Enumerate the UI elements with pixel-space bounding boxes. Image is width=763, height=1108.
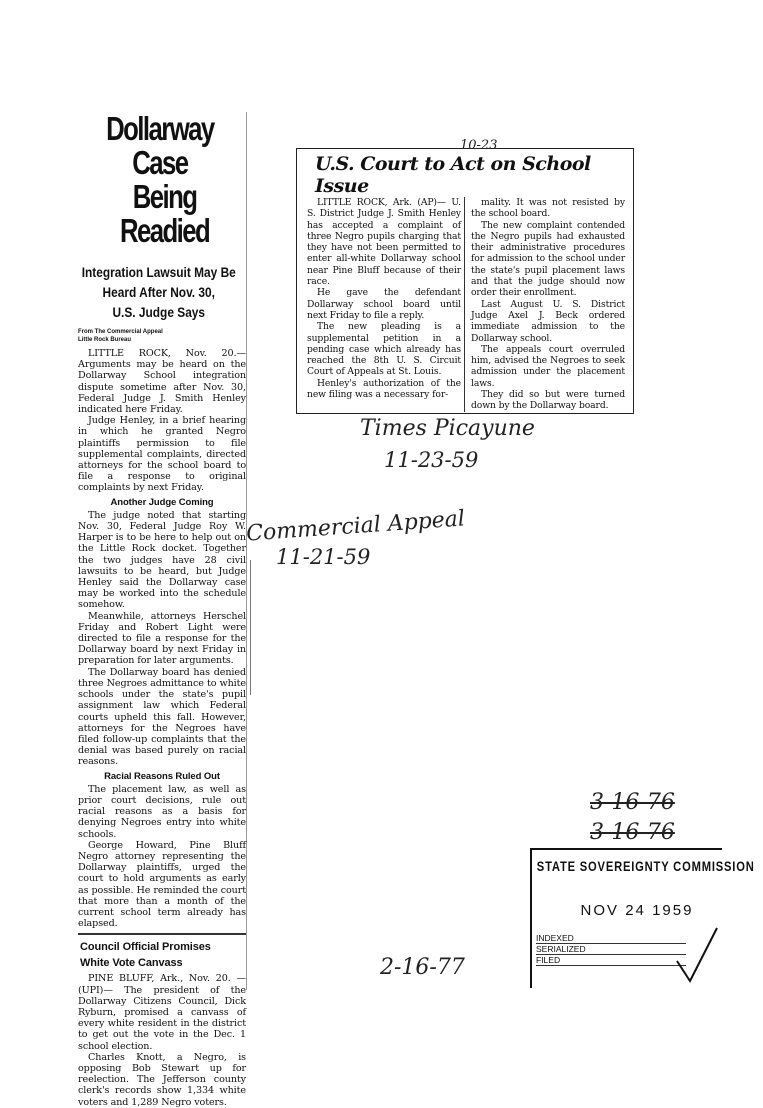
handwritten-bottom-date: 2-16-77 bbox=[380, 955, 465, 980]
stamp-title: STATE SOVEREIGNTY COMMISSION bbox=[536, 858, 755, 874]
subhead-another-judge: Another Judge Coming bbox=[110, 496, 214, 508]
left-headline bbox=[78, 112, 242, 248]
byline-credit bbox=[78, 328, 246, 344]
paragraph: The new complaint contended the Negro pupils had exhausted their administrative procedures for admission to the school under the state's pupil placement laws and that the judge should now order their enrollment. bbox=[471, 219, 625, 299]
left-clipping bbox=[78, 110, 247, 1108]
paragraph: The appeals court overruled him, advised the Negroes to seek admission under the placement laws. bbox=[471, 343, 625, 389]
stamp-field-indexed: INDEXED bbox=[536, 933, 686, 944]
left-body bbox=[78, 348, 246, 1108]
paragraph: LITTLE ROCK, Ark. (AP)— U. S. District Judge J. Smith Henley has accepted a complaint of three Negro pupils charging that they have not been permitted to enter all-white Dollarway school near Pine Bluff because of their race. bbox=[307, 197, 461, 288]
right-headline: U.S. Court to Act on School Issue bbox=[315, 153, 591, 197]
handwritten-source-1: Times Picayune bbox=[360, 416, 535, 441]
paragraph: They did so but were turned down by the Dollarway board. bbox=[471, 389, 625, 412]
clipping-edge-line bbox=[250, 560, 251, 695]
council-headline bbox=[80, 939, 246, 971]
council-headline-2: White Vote Canvass bbox=[80, 957, 183, 970]
credit-line-1: From The Commercial Appeal bbox=[78, 329, 163, 335]
handwritten-date-1: 11-23-59 bbox=[384, 448, 479, 472]
paragraph: PINE BLUFF, Ark., Nov. 20. —(UPI)— The president of the Dollarway Citizens Council, Dick Ryburn, promised a canvass of every white resident in the district to get out the vote in the Dec. 1 school election. bbox=[78, 973, 246, 1052]
paragraph: Charles Knott, a Negro, is opposing Bob Stewart up for reelection. The Jefferson county clerk's records show 1,334 white voters and 1,289 Negro voters. bbox=[78, 1051, 246, 1108]
paragraph: George Howard, Pine Bluff Negro attorney representing the Dollarway plaintiffs, urged the court to hold arguments as early as possible. He reminded the court that more than a month of the current school term already has elapsed. bbox=[78, 839, 246, 930]
paragraph: He gave the defendant Dollarway school board until next Friday to file a reply. bbox=[307, 287, 461, 321]
deck-line-2: Heard After Nov. 30, bbox=[102, 284, 215, 300]
paragraph: LITTLE ROCK, Nov. 20.—Arguments may be heard on the Dollarway School integration dispute sometime after Nov. 30, Federal Judge J. Smith Henley indicated here Friday. bbox=[78, 348, 246, 416]
right-column-1 bbox=[307, 197, 465, 412]
handwritten-struck-2: 3-16-76 bbox=[590, 820, 675, 845]
commission-stamp bbox=[530, 848, 755, 988]
deck-line-1: Integration Lawsuit May Be bbox=[81, 264, 236, 280]
deck-line-3: U.S. Judge Says bbox=[112, 304, 206, 320]
handwritten-source-2: Commercial Appeal bbox=[245, 506, 466, 547]
headline-line-1: Dollarway Case bbox=[106, 110, 214, 181]
paragraph: Henley's authorization of the new filing was a necessary for- bbox=[307, 377, 461, 401]
paragraph: Judge Henley, in a brief hearing in which he granted Negro plaintiffs permission to file supplemental complaints, directed attorneys for the school board to file a response to original complaints by next Friday. bbox=[78, 415, 246, 494]
stamp-field-filed: FILED bbox=[536, 955, 686, 966]
right-columns bbox=[297, 197, 633, 412]
handwritten-date-2: 11-21-59 bbox=[276, 545, 371, 569]
paragraph: Last August U. S. District Judge Axel J. Beck ordered immediate admission to the Dollarway school. bbox=[471, 298, 625, 344]
paragraph: The placement law, as well as prior court decisions, rule out racial reasons as a basis for denying Negroes entry into white schools. bbox=[78, 783, 246, 840]
stamp-date: NOV 24 1959 bbox=[580, 902, 694, 919]
checkmark-icon bbox=[672, 926, 722, 986]
paragraph: The new pleading is a supplemental petition in a pending case which already has reached the 8th U. S. Circuit Court of Appeals at St. Louis. bbox=[307, 321, 461, 378]
paragraph: The Dollarway board has denied three Negroes admittance to white schools under the state's pupil assignment law which Federal courts upheld this fall. However, attorneys for the Negroes have filed follow-up complaints that the denial was based purely on racial reasons. bbox=[78, 666, 246, 768]
left-deck bbox=[78, 262, 240, 322]
stamp-field-serialized: SERIALIZED bbox=[536, 944, 686, 955]
subhead-racial-reasons: Racial Reasons Ruled Out bbox=[104, 770, 220, 782]
paragraph: The judge noted that starting Nov. 30, Federal Judge Roy W. Harper is to be here to help out on the Little Rock docket. Together the two judges have 28 civil lawsuits to be heard, but Judge Henley said the Dollarway case may be worked into the schedule somehow. bbox=[78, 509, 246, 611]
council-headline-1: Council Official Promises bbox=[80, 941, 211, 954]
handwritten-struck-1: 3-16-76 bbox=[590, 790, 675, 815]
right-column-2 bbox=[471, 197, 625, 412]
paragraph: mality. It was not resisted by the school board. bbox=[471, 197, 625, 220]
divider-rule bbox=[78, 933, 246, 935]
right-clipping bbox=[296, 148, 634, 414]
credit-line-2: Little Rock Bureau bbox=[78, 337, 132, 343]
paragraph: Meanwhile, attorneys Herschel Friday and Robert Light were directed to file a response for the Dollarway board by next Friday in preparation for later arguments. bbox=[78, 610, 246, 667]
headline-line-2: Being Readied bbox=[119, 178, 210, 249]
handwritten-corner-note: 10-23 bbox=[460, 138, 498, 153]
